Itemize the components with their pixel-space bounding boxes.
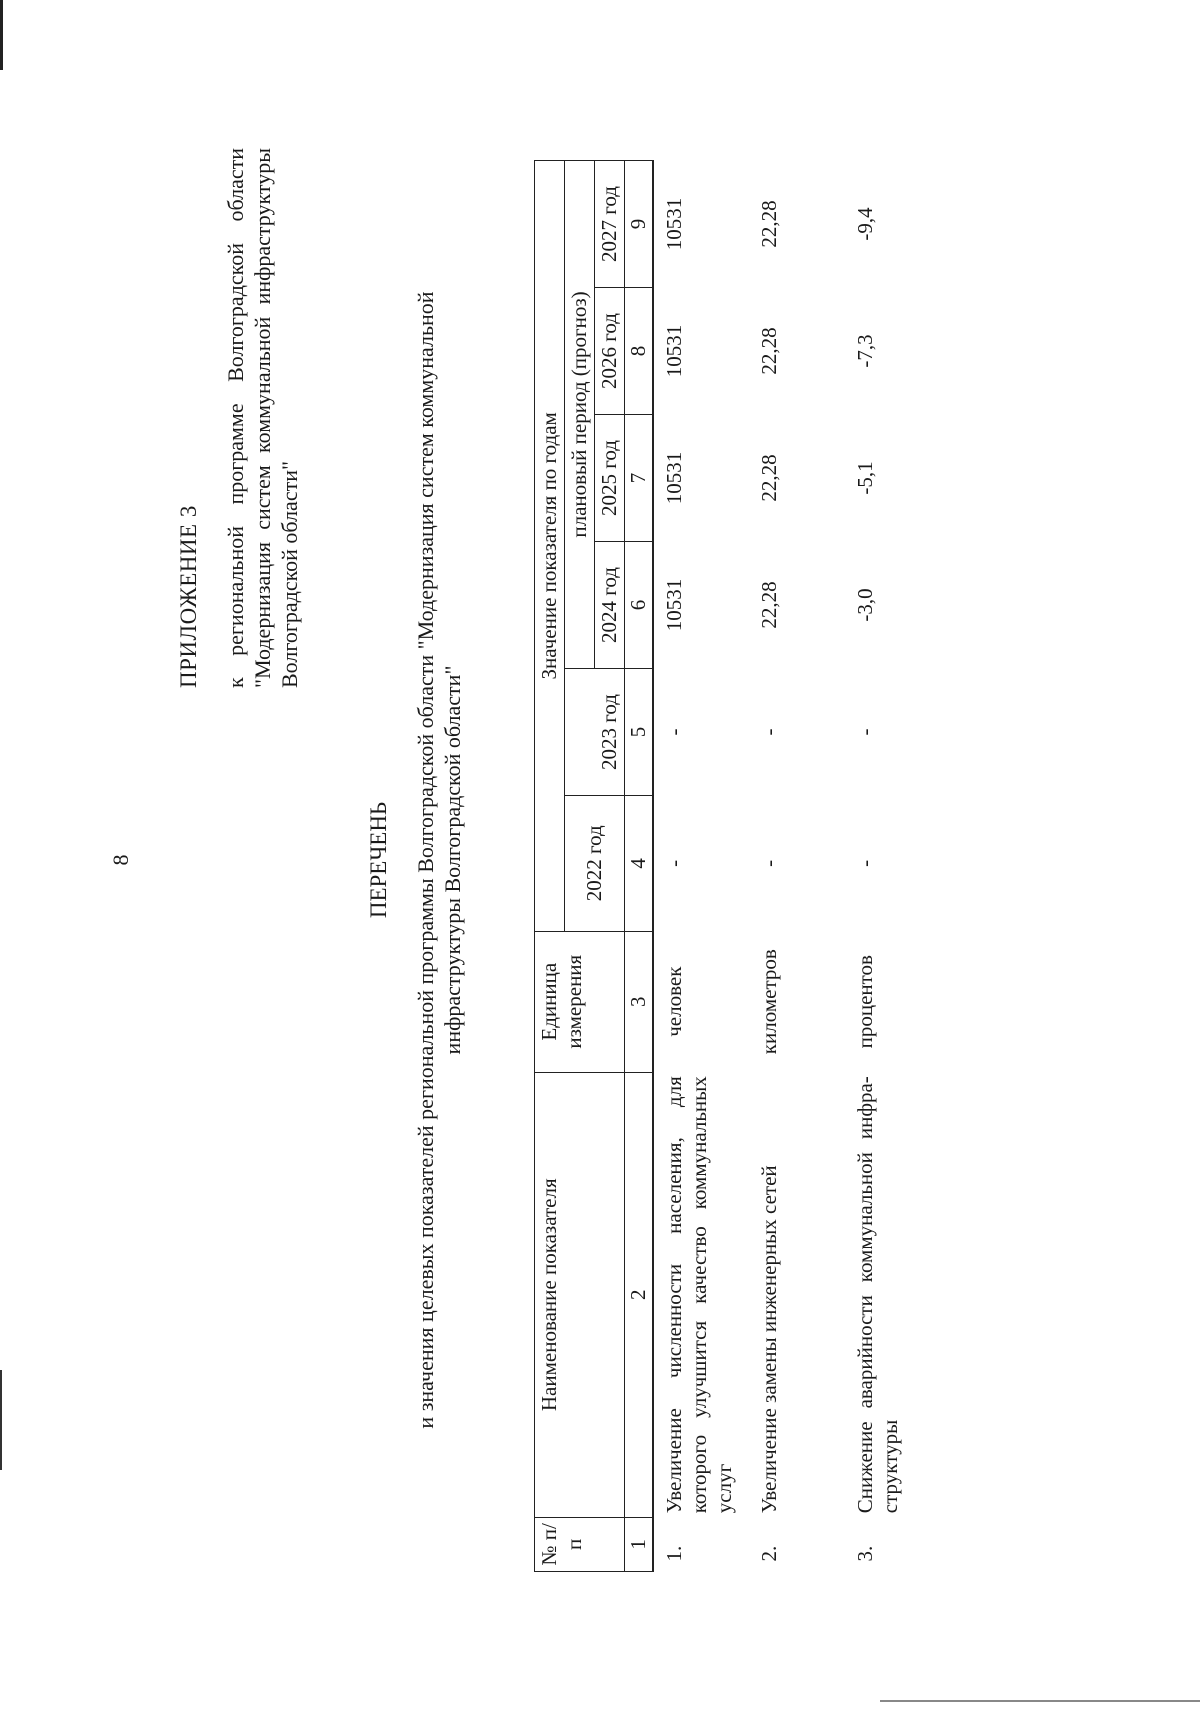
row-no: 3.	[853, 1545, 877, 1562]
row-value: -9,4	[853, 207, 877, 241]
column-number: 5	[625, 668, 654, 795]
row-value: -	[853, 728, 877, 736]
header-row	[535, 161, 565, 1572]
row-value: -3,0	[853, 588, 877, 622]
column-numbers-row	[625, 161, 654, 1572]
row-value: 22,28	[757, 581, 781, 629]
row-value: -	[757, 728, 781, 736]
header-year-2026: 2026 год	[595, 288, 625, 415]
header-no: № п/п	[535, 1517, 625, 1571]
column-number: 7	[625, 415, 654, 542]
header-year-2023: 2023 год	[595, 668, 625, 795]
row-value: -	[853, 859, 877, 867]
list-subtitle: и значения целевых показателей региональной программы Волгоградской области "Модернизация систем коммунальной инфраструктуры Волгоградской области"	[413, 291, 465, 1429]
column-number: 4	[625, 795, 654, 931]
column-number: 3	[625, 931, 654, 1072]
header-values-group: Значение показателя по годам	[535, 161, 565, 932]
row-value: -7,3	[853, 334, 877, 368]
row-value: -	[757, 859, 781, 867]
header-year-2025: 2025 год	[595, 415, 625, 542]
header-name: Наименование показателя	[535, 1072, 625, 1517]
appendix-title: ПРИЛОЖЕНИЕ 3	[176, 505, 201, 688]
scan-bottom-line	[880, 1700, 1200, 1702]
header-year-2027: 2027 год	[595, 161, 625, 288]
row-value: 22,28	[757, 454, 781, 502]
row-value: -	[662, 859, 686, 867]
row-value: 10531	[662, 451, 686, 505]
scan-edge-mark	[0, 0, 3, 70]
row-name: Снижение аварийности коммунальной инфра-структуры	[853, 1076, 902, 1514]
row-value: 22,28	[757, 200, 781, 248]
header-year-2024: 2024 год	[595, 542, 625, 669]
header-unit: Единица измерения	[535, 931, 625, 1072]
table-row	[653, 161, 749, 1572]
row-unit: человек	[662, 966, 686, 1037]
row-value: -5,1	[853, 461, 877, 495]
row-value: -	[662, 728, 686, 736]
column-number: 9	[625, 161, 654, 288]
row-no: 2.	[757, 1545, 781, 1562]
row-unit: километров	[757, 949, 781, 1055]
row-value: 10531	[662, 197, 686, 251]
table-row	[749, 161, 845, 1572]
row-value: 22,28	[757, 327, 781, 375]
indicators-table	[534, 160, 941, 1572]
page-number: 8	[108, 854, 133, 866]
row-value: 10531	[662, 324, 686, 378]
table-row	[845, 161, 941, 1572]
header-year-2022: 2022 год	[565, 795, 625, 931]
header-blank	[565, 668, 595, 795]
column-number: 8	[625, 288, 654, 415]
row-unit: процентов	[853, 955, 877, 1049]
list-title: ПЕРЕЧЕНЬ	[366, 801, 391, 919]
row-name: Увеличение численности населения, для которого улучшится качество коммунальных услуг	[662, 1076, 736, 1514]
column-number: 6	[625, 542, 654, 669]
row-name: Увеличение замены инженерных сетей	[757, 1165, 781, 1514]
header-planned-period: плановый период (прогноз)	[565, 161, 595, 669]
appendix-text: к региональной программе Волгоградской области "Модернизация систем коммунальной инфраструктуры Волгоградской области"	[223, 148, 302, 688]
column-number: 2	[625, 1072, 654, 1517]
row-value: 10531	[662, 578, 686, 632]
column-number: 1	[625, 1517, 654, 1571]
document-page	[0, 70, 1030, 1650]
row-no: 1.	[662, 1545, 686, 1562]
